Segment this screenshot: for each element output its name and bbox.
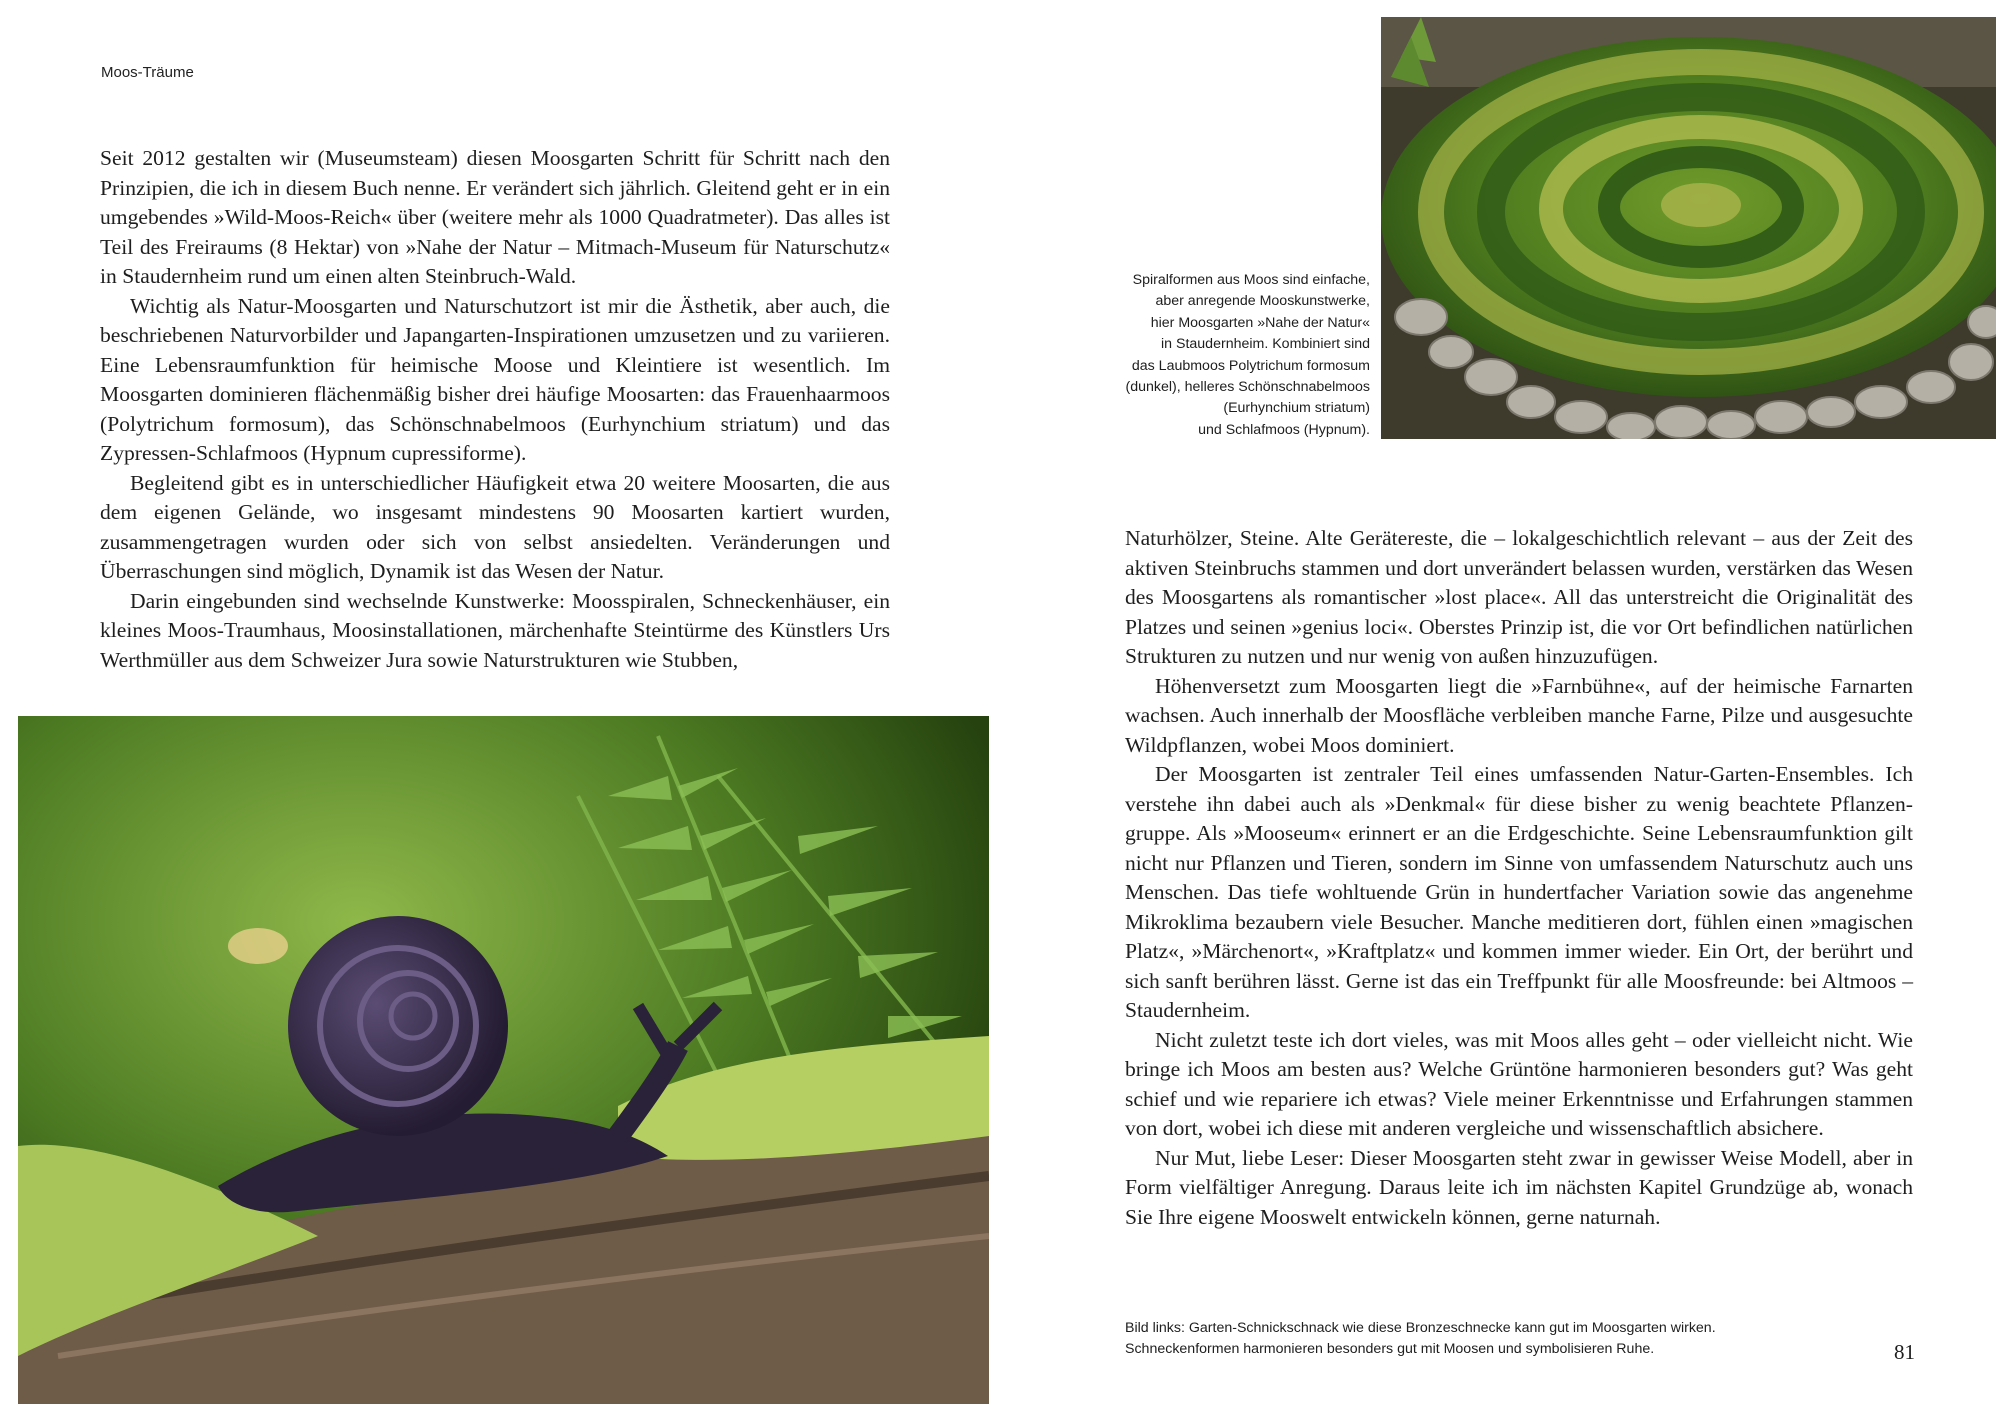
- caption-line: (Eurhynchium striatum): [1223, 400, 1370, 417]
- moss-spiral-photo: [1381, 17, 1996, 439]
- paragraph: Nur Mut, liebe Leser: Dieser Moosgarten steht zwar in gewisser Weise Modell, aber in Form vielfältiger Anregung. Daraus leite ich im nächsten Kapitel Grundzüge ab, wonach Sie Ihre eigene Mooswelt entwickeln können, gerne naturnah.: [1125, 1145, 1913, 1229]
- right-text-column: [1125, 524, 1913, 1232]
- snail-photo-caption: [1125, 1318, 1825, 1361]
- caption-line: hier Moosgarten »Nahe der Natur«: [1150, 314, 1370, 331]
- paragraph: Naturhölzer, Steine. Alte Gerätereste, die – lokalgeschichtlich relevant – aus der Zeit des aktiven Steinbruchs stammen und dort unverändert belassen wurden, verstärken das Wesen des Moosgartens als romantischer »lost place«. All das unterstreicht die Originalität des Platzes und seinen »genius loci«. Oberstes Prinzip ist, die vor Ort befindlichen natürlichen Strukturen zu nutzen und nur wenig von außen hinzuzufügen.: [1125, 526, 1913, 668]
- paragraph: Begleitend gibt es in unterschiedlicher Häufigkeit etwa 20 weitere Moosarten, die aus dem eigenen Gelände, wo insgesamt mindestens 90 Moosarten kartiert wurden, zusammengetragen wurden oder sich von selbst ansiedelten. Veränderungen und Überraschungen sind möglich, Dynamik ist das Wesen der Natur.: [100, 470, 890, 583]
- caption-line: und Schlafmoos (Hypnum).: [1198, 421, 1370, 438]
- spiral-photo-caption: [1090, 270, 1370, 441]
- paragraph: Nicht zuletzt teste ich dort vieles, was mit Moos alles geht – oder vielleicht nicht. Wie bringe ich Moos am besten aus? Welche Grüntöne harmonieren besonders gut? Was geht schief und wie repariere ich etwas? Viele meiner Erkenntnisse und Erfahrungen stammen von dort, wobei ich diese mit anderen vergleiche und wissenschaftlich absichere.: [1125, 1027, 1913, 1140]
- paragraph: Wichtig als Natur-Moosgarten und Naturschutzort ist mir die Ästhetik, aber auch, die beschriebenen Naturvorbilder und Japangarten-Inspirationen umzusetzen und zu variieren. Eine Lebensraumfunktion für heimische Moose und Kleintiere ist wesentlich. Im Moosgarten dominieren flächenmäßig bisher drei häufige Moosarten: das Frauenhaarmoos (Polytrichum formosum), das Schönschnabelmoos (Eurhynchium striatum) und das Zypressen-Schlafmoos (Hypnum cupressiforme).: [100, 293, 890, 465]
- caption-line: Bild links: Garten-Schnickschnack wie diese Bronzeschnecke kann gut im Moosgarten wirken.: [1125, 1320, 1716, 1336]
- caption-line: Schneckenformen harmonieren besonders gut mit Moosen und symbolisieren Ruhe.: [1125, 1341, 1655, 1358]
- bronze-snail-photo: [18, 716, 989, 1404]
- caption-line: (dunkel), helleres Schönschnabelmoos: [1125, 379, 1370, 396]
- running-head: Moos-Träume: [101, 64, 194, 81]
- left-text-column: [100, 144, 890, 675]
- caption-line: in Staudernheim. Kombiniert sind: [1161, 336, 1370, 353]
- page-number: 81: [1894, 1340, 1915, 1364]
- paragraph: Darin eingebunden sind wechselnde Kunstwerke: Moosspiralen, Schneckenhäuser, ein kleines Moos-Traumhaus, Moosinstallationen, märchenhafte Steintürme des Künstlers Urs Werthmüller aus dem Schweizer Jura sowie Naturstrukturen wie Stubben,: [100, 588, 890, 672]
- caption-line: Spiralformen aus Moos sind einfache,: [1132, 272, 1370, 288]
- paragraph: Seit 2012 gestalten wir (Museumsteam) diesen Moosgarten Schritt für Schritt nach den Prinzipien, die ich in diesem Buch nenne. Er verändert sich jährlich. Gleitend geht er in ein umgebendes »Wild-Moos-Reich« über (weitere mehr als 1000 Quadratmeter). Das alles ist Teil des Freiraums (8 Hektar) von »Nahe der Natur – Mitmach-Museum für Naturschutz« in Staudernheim rund um einen alten Steinbruch-Wald.: [100, 146, 890, 288]
- caption-line: das Laubmoos Polytrichum formosum: [1131, 357, 1370, 374]
- paragraph: Der Moosgarten ist zentraler Teil eines umfassenden Natur-Garten-Ensembles. Ich verstehe ihn dabei auch als »Denkmal« für diese bisher zu wenig beachtete Pflanzengruppe. Als »Mooseum« erinnert er an die Erdgeschichte. Seine Lebensraumfunktion gilt nicht nur Pflanzen und Tieren, sondern im Sinne von umfassendem Naturschutz auch uns Menschen. Das tiefe wohltuende Grün in hundertfacher Variation sowie das angenehme Mikroklima bezaubern viele Besucher. Manche meditieren dort, fühlen einen »magischen Platz«, »Märchenort«, »Kraftplatz« und kommen immer wieder. Ein Ort, der berührt und sich sanft berühren lässt. Gerne ist das ein Treffpunkt für alle Moosfreunde: bei Altmoos – Staudernheim.: [1125, 762, 1913, 1022]
- caption-line: aber anregende Mooskunstwerke,: [1155, 293, 1370, 310]
- paragraph: Höhenversetzt zum Moosgarten liegt die »Farnbühne«, auf der heimische Farnarten wachsen. Auch innerhalb der Moosfläche verbleiben manche Farne, Pilze und ausgesuchte Wildpflanzen, wobei Moos dominiert.: [1125, 673, 1913, 757]
